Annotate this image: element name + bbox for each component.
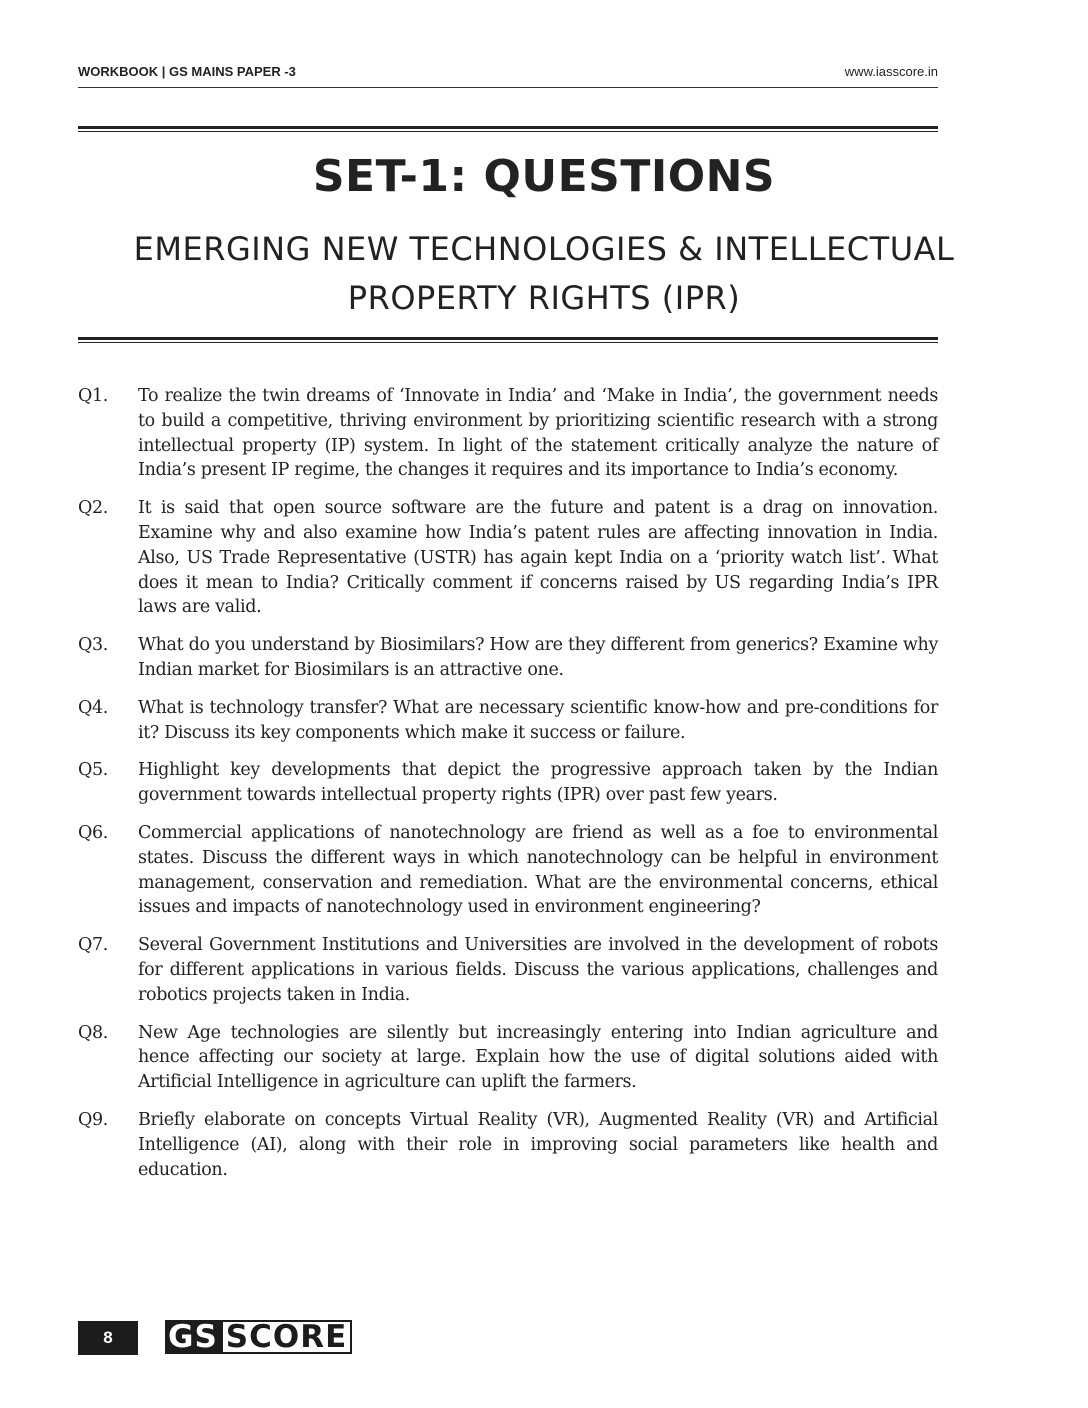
page-title: SET-1: QUESTIONS xyxy=(312,151,776,202)
question-text: What do you understand by Biosimilars? How are they different from generics? Examine why Indian market for Biosimilars is an attractive one. xyxy=(138,635,938,680)
question-number: Q7. xyxy=(78,935,108,956)
workbook-label: WORKBOOK | GS MAINS PAPER -3 xyxy=(78,64,296,79)
question-item xyxy=(78,758,938,808)
top-title-divider xyxy=(78,126,938,132)
gsscore-logo xyxy=(165,1320,352,1354)
website-link[interactable]: www.iasscore.in xyxy=(844,64,938,79)
page-header xyxy=(78,64,938,86)
section-title-line1: EMERGING NEW TECHNOLOGIES & INTELLECTUAL xyxy=(133,230,955,268)
question-text: Briefly elaborate on concepts Virtual Reality (VR), Augmented Reality (VR) and Artificial Intelligence (AI), along with their role in improving social parameters like health and education. xyxy=(138,1109,938,1180)
section-title-line2: PROPERTY RIGHTS (IPR) xyxy=(347,279,741,317)
question-text: It is said that open source software are the future and patent is a drag on innovation. Examine why and also examine how India’s patent rules are affecting innovation in India. Also, US Trade Representative (USTR) has again kept India on a ‘priority watch list’. What does it mean to India? Critically comment if concerns raised by US regarding India’s IPR laws are valid. xyxy=(138,498,938,618)
question-number: Q8. xyxy=(78,1022,108,1043)
question-text: To realize the twin dreams of ‘Innovate in India’ and ‘Make in India’, the government needs to build a competitive, thriving environment by prioritizing scientific research with a strong intellectual property (IP) system. In light of the statement critically analyze the nature of India’s present IP regime, the changes it requires and its importance to India’s economy. xyxy=(138,386,938,481)
bottom-title-divider xyxy=(78,337,938,343)
logo-gs: GS xyxy=(165,1320,221,1354)
question-item xyxy=(78,633,938,683)
question-text: Highlight key developments that depict the progressive approach taken by the Indian government towards intellectual property rights (IPR) over past few years. xyxy=(138,760,938,806)
question-item xyxy=(78,821,938,920)
question-number: Q1. xyxy=(78,386,108,406)
question-item xyxy=(78,933,938,1007)
question-text: Several Government Institutions and Universities are involved in the development of robots for different applications in various fields. Discuss the various applications, challenges and robotics projects taken in India. xyxy=(138,935,938,1005)
page-number-badge: 8 xyxy=(78,1321,138,1355)
header-divider xyxy=(78,87,938,88)
question-item xyxy=(78,1108,938,1182)
question-item xyxy=(78,384,938,483)
question-number: Q9. xyxy=(78,1109,108,1130)
question-number: Q5. xyxy=(78,760,108,781)
question-number: Q6. xyxy=(78,822,108,843)
question-text: New Age technologies are silently but increasingly entering into Indian agriculture and hence affecting our society at large. Explain how the use of digital solutions aided with Artificial Intelligence in agriculture can uplift the farmers. xyxy=(138,1022,938,1093)
question-list xyxy=(78,384,938,1195)
question-text: What is technology transfer? What are necessary scientific know-how and pre-conditions for it? Discuss its key components which make it success or failure. xyxy=(138,697,938,743)
question-item xyxy=(78,696,938,746)
question-number: Q2. xyxy=(78,498,108,519)
logo-score: SCORE xyxy=(221,1320,352,1354)
question-item xyxy=(78,496,938,620)
question-number: Q4. xyxy=(78,697,108,718)
question-number: Q3. xyxy=(78,635,108,656)
question-text: Commercial applications of nanotechnology are friend as well as a foe to environmental states. Discuss the different ways in which nanotechnology can be helpful in environment management, conservation and remediation. What are the environmental concerns, ethical issues and impacts of nanotechnology used in environment engineering? xyxy=(138,822,938,918)
question-item xyxy=(78,1021,938,1095)
